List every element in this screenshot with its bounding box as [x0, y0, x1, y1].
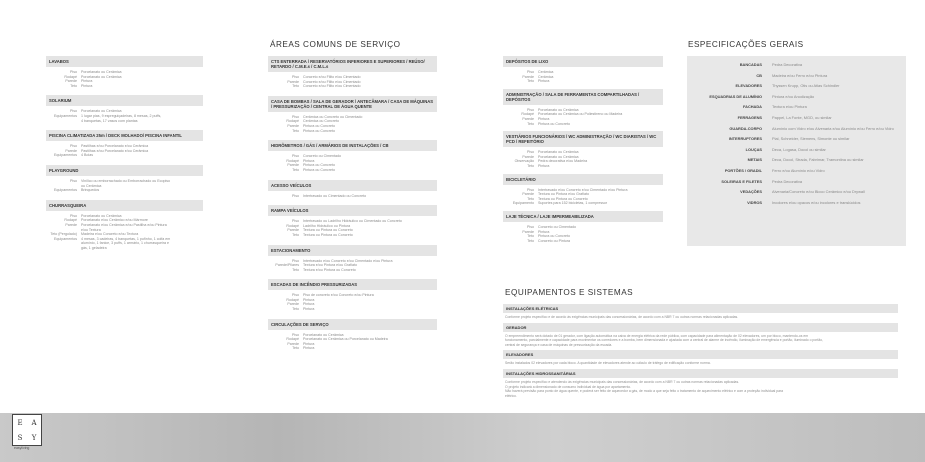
- specifications-panel: [687, 56, 906, 246]
- spec-label: LOUÇAS: [745, 146, 762, 152]
- finish-label: Teto: [527, 234, 534, 239]
- room-section: [268, 245, 437, 273]
- finish-label: Piso: [527, 107, 534, 112]
- finish-label: [46, 246, 81, 251]
- equipment-text: [503, 332, 898, 351]
- finish-row: [46, 119, 203, 124]
- room-title: ADMINISTRAÇÃO / SALA DE FERRAMENTAS COMPARTILHADAS / DEPÓSITOS: [503, 89, 663, 105]
- finish-label: Piso: [70, 109, 77, 114]
- finish-label: Parede: [65, 79, 77, 84]
- finish-row: [268, 346, 437, 351]
- finish-value: Intertravado ou Ladrilho Hidráulico ou Cimentado ou Concreto: [303, 219, 402, 224]
- finish-value: Ladrilho Hidráulico ou Pintura: [303, 223, 351, 228]
- finish-value: Pintura: [538, 163, 550, 168]
- finish-value: Pintura ou Concreto: [538, 234, 570, 239]
- room-section: [503, 131, 663, 168]
- room-items: [46, 141, 203, 158]
- equipment-line: funcionamento, parcialmente e capacidade para movimentar os corredores e a bomba, bem dimensionada e ajustada com a central de alarme de incêndio, iluminação de emergência e portão, iluminado o portão,: [505, 338, 823, 343]
- finish-label: Piso: [527, 187, 534, 192]
- finish-value: Porcelanato ou Cerâmica: [538, 107, 579, 112]
- room-title: VESTIÁRIOS FUNCIONÁRIOS / WC ADMINISTRAÇÃO / WC DIARISTAS / WC PCD / REFEITÓRIO: [503, 131, 663, 147]
- room-items: [268, 290, 437, 311]
- finish-row: [268, 194, 437, 199]
- finish-label: Parede: [287, 163, 299, 168]
- finish-value: Textura ou Pintura ou Concreto: [538, 196, 588, 201]
- finish-value: Concreto e/ou Filito e/ou Cimentado: [303, 84, 361, 89]
- room-items: [46, 211, 203, 251]
- finish-value: Textura e/ou Pintura e/ou Grafiato: [303, 263, 357, 268]
- room-title: DEPÓSITOS DE LIXO: [503, 56, 663, 67]
- spec-row: [687, 187, 906, 198]
- finish-label: Piso: [292, 154, 299, 159]
- finish-row: [268, 168, 437, 173]
- finish-value: Pastilhas e/ou Porcelanato e/ou Cerâmica: [81, 144, 149, 149]
- finish-label: Teto: [292, 267, 299, 272]
- finish-value: Cerâmica ou Concreto ou Cimentado: [303, 114, 363, 119]
- finish-value: Porcelanato ou Cerâmica: [81, 74, 122, 79]
- finish-value: ou Cerâmica: [81, 183, 102, 188]
- logo-letter: A: [31, 418, 37, 427]
- room-title: CTS ENTERRADA / RESERVATÓRIOS INFERIORES E SUPERIORES / REÚSO/ RETARDO / C.M.E.s / C.M.L.s: [268, 56, 437, 72]
- spec-row: [687, 60, 906, 71]
- room-items: [503, 67, 663, 84]
- finish-label: Teto: [292, 128, 299, 133]
- equipment-title: INSTALAÇÕES HIDROSSANITÁRIAS: [503, 369, 898, 378]
- finish-value: Pintura: [303, 307, 315, 312]
- finish-row: [46, 246, 203, 251]
- easy-logo: [12, 414, 42, 446]
- spec-label: CB: [756, 72, 762, 78]
- spec-row: [687, 81, 906, 92]
- spec-row: [687, 166, 906, 177]
- finish-label: Parede: [65, 148, 77, 153]
- equipment-title: GERADOR: [503, 323, 898, 332]
- room-section: [503, 211, 663, 243]
- finish-value: Pintura ou Concreto: [303, 128, 335, 133]
- room-section: [503, 56, 663, 84]
- room-section: [268, 319, 437, 351]
- finish-value: Textura e/ou Pintura ou Concreto: [303, 267, 356, 272]
- finish-value: Concreto e/ou Filito e/ou Cimentado: [303, 75, 361, 79]
- finish-value: Porcelanato e/ou Cerâmico e/ou Mármore: [81, 218, 148, 223]
- finish-value: Porcelanato e/ou Cerâmica e/ou Pastilha e/ou Pintura: [81, 222, 167, 227]
- finish-value: Textura ou Pintura e/ou Grafiato: [538, 192, 589, 197]
- finish-value: 4 banquetas, 17 vasos com plantas: [81, 118, 138, 123]
- finish-value: Vinílico ou emborrachado ou Emborrachado ou Ecopiso: [81, 178, 171, 183]
- room-title: ESTACIONAMENTO: [268, 245, 437, 256]
- room-section: [503, 174, 663, 206]
- equipment-line: O empreendimento será dotado de 01 gerador, com ligação automática na caixa de energia elétrica da rede pública, com capacidade para alimentação de 02 elevadores, um por bloco, mantendo-os em: [505, 333, 809, 338]
- spec-label: FERRAGENS: [737, 114, 762, 120]
- room-section: [46, 130, 203, 158]
- room-title: HIDRÔMETROS / GÁS / ARMÁRIOS DE INSTALAÇÕES / CB: [268, 140, 437, 151]
- finish-label: Rodapé: [64, 218, 77, 223]
- finish-label: Equipamentos: [54, 188, 77, 193]
- finish-label: Parede: [522, 74, 534, 79]
- spec-value: Ferro e/ou Alumínio e/ou Vidro: [772, 167, 825, 173]
- column-3: [503, 56, 663, 248]
- finish-label: Teto: [292, 84, 299, 89]
- room-section: [46, 56, 203, 88]
- spec-row: [687, 198, 906, 209]
- spec-value: Textura e/ou Pintura: [772, 104, 807, 110]
- room-title: LAVABOS: [46, 56, 203, 67]
- spec-label: GUARDA-CORPO: [729, 125, 762, 131]
- room-items: [268, 191, 437, 199]
- room-section: [268, 96, 437, 133]
- finish-label: Equipamentos: [54, 153, 77, 158]
- finish-label: Observação: [514, 159, 534, 164]
- finish-value: Intertravado e/ou Concreto e/ou Cimentado e/ou Pintura: [538, 187, 628, 192]
- finish-label: Piso: [527, 150, 534, 155]
- room-items: [503, 105, 663, 126]
- finish-label: Parede: [65, 222, 77, 227]
- room-section: [268, 180, 437, 199]
- finish-label: [46, 119, 81, 124]
- finish-label: Piso: [527, 70, 534, 74]
- finish-label: Equipamento: [512, 201, 534, 206]
- spec-row: [687, 92, 906, 103]
- equipment-title: INSTALAÇÕES ELÉTRICAS: [503, 304, 898, 313]
- room-section: [46, 165, 203, 193]
- finish-value: Concreto ou Cimentado: [538, 224, 576, 229]
- finish-value: Pintura: [538, 116, 550, 121]
- finish-value: alumínio, 1 fanice, 3 puffs, 1 armário, 1 churrasqueira e: [81, 241, 170, 246]
- room-section: [503, 89, 663, 126]
- spec-value: Deca, Logasa, Docol ou similar: [772, 146, 826, 152]
- finish-label: Equipamentos: [54, 236, 77, 241]
- spec-value: Thyssen Krupp, Otis ou Atlas Schindler: [772, 83, 840, 89]
- finish-value: Pintura: [81, 83, 93, 88]
- room-title: PLAYGROUND: [46, 165, 203, 176]
- finish-label: Teto: [292, 232, 299, 237]
- equipment-text: [503, 359, 898, 369]
- spec-label: BANCADAS: [739, 62, 762, 67]
- spec-value: Pappel, La Fonte, MGD, ou similar: [772, 114, 832, 120]
- room-items: [503, 147, 663, 168]
- finish-row: [503, 164, 663, 169]
- column-2: [268, 56, 437, 358]
- finish-value: Pintura: [538, 79, 550, 84]
- logo-letter: S: [17, 433, 23, 442]
- finish-value: Pintura: [303, 297, 315, 302]
- equipment-line: elétrico.: [505, 393, 517, 398]
- room-title: CHURRASQUEIRA: [46, 200, 203, 211]
- finish-label: Rodapé: [286, 223, 299, 228]
- finish-value: gás, 1 geladeira: [81, 245, 107, 250]
- room-section: [268, 140, 437, 172]
- finish-row: [268, 233, 437, 238]
- spec-label: ESQUADRIAS DE ALUMÍNIO: [709, 93, 762, 99]
- finish-label: Parede: [522, 192, 534, 197]
- equipment-title: ELEVADORES: [503, 350, 898, 359]
- finish-label: Piso: [70, 178, 77, 183]
- finish-label: Teto: [292, 346, 299, 351]
- room-section: [268, 205, 437, 237]
- room-items: [268, 72, 437, 89]
- room-items: [46, 67, 203, 88]
- spec-label: VEDAÇÕES: [740, 189, 762, 195]
- equipment-line: Conforme projeto específico e de acordo às exigências municipais das concessionárias, de acordo com a NBR 7 ou outras normas relacionadas aplicadas.: [505, 315, 739, 319]
- room-items: [268, 330, 437, 351]
- room-title: BICICLETÁRIO: [503, 174, 663, 185]
- finish-value: Pintura: [538, 229, 550, 234]
- finish-row: [503, 79, 663, 84]
- finish-value: Textura ou Pintura ou Concreto: [303, 232, 353, 237]
- finish-label: Teto: [527, 196, 534, 201]
- spec-label: PORTÕES / GRADIL: [724, 167, 762, 173]
- finish-value: Concreto e/ou Filito e/ou Cimentado: [303, 79, 361, 84]
- finish-label: Teto: [527, 79, 534, 84]
- spec-row: [687, 177, 906, 188]
- room-items: [503, 185, 663, 206]
- finish-label: Teto: [292, 307, 299, 312]
- room-section: [268, 279, 437, 311]
- room-section: [46, 200, 203, 251]
- spec-value: Alumínio com Vidro e/ou Alvenaria e/ou Alumínio e/ou Ferro e/ou Vidro: [772, 125, 894, 131]
- spec-value: Deca, Docol, Strada, Fabrimar, Tramontina ou similar: [772, 157, 864, 163]
- finish-label: Parede: [287, 302, 299, 307]
- finish-value: Textura ou Pintura ou Concreto: [303, 228, 353, 233]
- spec-value: Pial, Schneider, Siemens, Simonte ou similar: [772, 136, 850, 142]
- equipment-line: Conforme projeto específico e atendendo às exigências municipais das concessionárias, de acordo com a NBR 7 ou outras normas relacionadas aplicadas.: [505, 379, 740, 384]
- spec-label: ELEVADORES: [735, 83, 762, 89]
- spec-row: [687, 124, 906, 135]
- finish-value: Porcelanato ou Cerâmica ou Porcelanato ou Madeira: [303, 337, 388, 342]
- spec-value: Pintura e/ou Anodização: [772, 93, 815, 99]
- finish-label: Piso: [70, 144, 77, 149]
- finish-value: Piso de concreto e/ou Concreto e/ou Pintura: [303, 293, 374, 298]
- finish-label: Parede: [287, 123, 299, 128]
- logo-letter: E: [17, 418, 23, 427]
- spec-value: Pedra Decorativa: [772, 178, 803, 184]
- finish-value: Porcelanato ou Cerâmica ou Poliestireno ou Madeira: [538, 112, 623, 117]
- finish-label: Rodapé: [286, 119, 299, 124]
- room-title: ESCADAS DE INCÊNDIO PRESSURIZADAS: [268, 279, 437, 290]
- spec-row: [687, 102, 906, 113]
- finish-value: Porcelanato ou Cerâmica: [538, 154, 579, 159]
- finish-label: Rodapé: [64, 74, 77, 79]
- finish-value: Intertravado ou Cimentado ou Concreto: [303, 193, 367, 198]
- spec-row: [687, 71, 906, 82]
- finish-label: Rodapé: [286, 297, 299, 302]
- finish-label: Parede: [287, 228, 299, 233]
- finish-label: Teto: [527, 163, 534, 168]
- finish-row: [46, 153, 203, 158]
- spec-row: [687, 113, 906, 124]
- finish-label: Piso: [292, 114, 299, 119]
- room-items: [268, 216, 437, 237]
- finish-row: [268, 84, 437, 89]
- finish-value: Porcelanato ou Cerâmica: [538, 150, 579, 155]
- equip-title: EQUIPAMENTOS E SISTEMAS: [505, 288, 634, 297]
- finish-label: Teto: [527, 238, 534, 243]
- finish-label: Parede: [287, 79, 299, 84]
- room-title: LAJE TÉCNICA / LAJE IMPERMEABILIZADA: [503, 211, 663, 222]
- spec-row: [687, 145, 906, 156]
- room-items: [46, 106, 203, 123]
- finish-label: Piso: [292, 75, 299, 79]
- equipment-line: central de segurança e casa de máquinas de pressurização da escada.: [505, 342, 613, 347]
- finish-value: Pintura ou Concreto: [538, 121, 570, 126]
- finish-value: e/ou Textura: [81, 227, 101, 232]
- finish-row: [46, 84, 203, 89]
- logo-letter: Y: [31, 433, 37, 442]
- room-items: [46, 176, 203, 193]
- finish-row: [268, 307, 437, 312]
- finish-label: Piso: [527, 224, 534, 229]
- finish-value: Pintura: [303, 158, 315, 163]
- areas-title: ÁREAS COMUNS DE SERVIÇO: [270, 40, 401, 49]
- room-items: [268, 151, 437, 172]
- specs-title: ESPECIFICAÇÕES GERAIS: [688, 40, 804, 49]
- room-section: [268, 56, 437, 89]
- finish-label: Teto: [70, 83, 77, 88]
- stone-texture-footer: [0, 413, 925, 462]
- finish-value: Cerâmica: [538, 74, 554, 79]
- finish-value: Pintura ou Concreto: [303, 163, 335, 168]
- spec-row: [687, 155, 906, 166]
- room-section: [46, 95, 203, 123]
- equipment-text: [503, 313, 898, 323]
- finish-value: Brinquedos: [81, 188, 100, 193]
- room-title: PISCINA CLIMATIZADA 25m / DECK MOLHADO/ PISCINA INFANTIL: [46, 130, 203, 141]
- finish-row: [268, 129, 437, 134]
- finish-label: Parede: [522, 229, 534, 234]
- finish-value: Pintura: [303, 346, 315, 351]
- room-items: [268, 112, 437, 133]
- finish-label: Rodapé: [286, 158, 299, 163]
- finish-label: Parede: [522, 116, 534, 121]
- finish-value: Pedra decorativa e/ou Madeira: [538, 159, 588, 164]
- room-items: [268, 256, 437, 273]
- finish-value: Concreto ou Cimentado: [303, 154, 341, 159]
- equipment-line: Serão instalados 02 elevadores por cada bloco. A quantidade de elevadores atende ao cálculo de tráfego de edificação conforme norma.: [505, 361, 711, 366]
- finish-value: Intertravado e/ou Concreto e/ou Cimentado e/ou Pintura: [303, 258, 393, 263]
- finish-value: Porcelanato ou Cerâmica: [81, 213, 122, 218]
- finish-value: 4 mesas, 3 cadeiras, 4 banquetas, 1 pufinho, 1 coifa em: [81, 236, 171, 241]
- finish-value: Pintura: [303, 341, 315, 346]
- room-title: CIRCULAÇÕES DE SERVIÇO: [268, 319, 437, 330]
- finish-label: Rodapé: [521, 112, 534, 117]
- finish-value: Pastilhas e/ou Porcelanato e/ou Cerâmica: [81, 148, 149, 153]
- equipment-line: Não haverá previsão para ponto de água quente, e poderá ser feito de aquecedor a gás, de modo a que seja feito o tratamento de aquecimento elétrico e com a proteção individual para: [505, 389, 784, 394]
- equipment-section: [503, 304, 898, 401]
- finish-value: Porcelanato ou Cerâmica: [81, 109, 122, 114]
- room-title: ACESSO VEÍCULOS: [268, 180, 437, 191]
- room-title: SOLARIUM: [46, 95, 203, 106]
- room-title: CASA DE BOMBAS / SALA DE GERADOR / ANTECÂMARA / CASA DE MÁQUINAS / PRESSURIZAÇÃO / CENTRAL DE ÁGUA QUENTE: [268, 96, 437, 112]
- finish-label: Parede: [522, 154, 534, 159]
- finish-value: Madeira e/ou Concreto e/ou Textura: [81, 232, 139, 237]
- finish-value: Pintura ou Concreto: [303, 123, 335, 128]
- finish-label: Rodapé: [286, 337, 299, 342]
- finish-label: Parede/Pilares: [275, 263, 299, 268]
- finish-label: Teto: [292, 167, 299, 172]
- finish-label: Piso: [292, 193, 299, 198]
- spec-label: FACHADA: [742, 104, 762, 110]
- finish-label: Piso: [292, 258, 299, 263]
- room-items: [503, 222, 663, 243]
- finish-label: Piso: [70, 70, 77, 74]
- finish-value: Pintura ou Concreto: [303, 167, 335, 172]
- finish-label: Equipamentos: [54, 113, 77, 118]
- finish-value: Suportes para 152 bicicletas, 1 compressor: [538, 201, 608, 206]
- spec-label: INTERRUPTORES: [728, 136, 762, 142]
- finish-value: Cerâmica ou Concreto: [303, 119, 339, 124]
- finish-value: Porcelanato ou Cerâmica: [303, 332, 344, 337]
- finish-value: Pintura: [303, 302, 315, 307]
- spec-label: SOLEIRAS E FILETES: [721, 178, 762, 184]
- finish-label: Teto (Pergolado): [50, 232, 77, 237]
- spec-value: Alvenaria/Concreto e/ou Bloco Cerâmico e/ou Drywall: [772, 189, 865, 195]
- finish-value: Cerâmica: [538, 70, 554, 74]
- finish-row: [503, 239, 663, 244]
- finish-value: Concreto ou Pintura: [538, 238, 570, 243]
- finish-value: Porcelanato ou Cerâmica: [81, 70, 122, 74]
- finish-value: Pintura: [81, 79, 93, 84]
- spec-value: Incolores e/ou opacos e/ou incolores e translúcidos: [772, 199, 861, 205]
- spec-value: Pedra Decorativa: [772, 62, 803, 67]
- spec-value: Madeira e/ou Ferro e/ou Pintura: [772, 72, 828, 78]
- finish-row: [46, 188, 203, 193]
- equipment-line: O projeto indicará a dimensionado de consumo individual de água por apartamento.: [505, 384, 632, 389]
- equipment-text: [503, 378, 898, 401]
- finish-label: Teto: [527, 121, 534, 126]
- room-title: RAMPA VEÍCULOS: [268, 205, 437, 216]
- finish-row: [268, 268, 437, 273]
- spec-label: METAIS: [747, 157, 762, 163]
- finish-label: Piso: [70, 213, 77, 218]
- finish-value: 1 lugar pias, 9 espreguiçadeiras, 8 mesas, 2 puffs,: [81, 113, 162, 118]
- finish-label: Parede: [287, 341, 299, 346]
- spec-row: [687, 134, 906, 145]
- spec-label: VIDROS: [747, 199, 762, 205]
- finish-row: [503, 201, 663, 206]
- finish-value: 4 Boias: [81, 153, 93, 158]
- column-1: [46, 56, 203, 257]
- finish-row: [503, 122, 663, 127]
- logo-subtitle: easyliving: [14, 446, 30, 450]
- finish-label: Piso: [292, 332, 299, 337]
- finish-label: Piso: [292, 219, 299, 224]
- finish-label: Piso: [292, 293, 299, 298]
